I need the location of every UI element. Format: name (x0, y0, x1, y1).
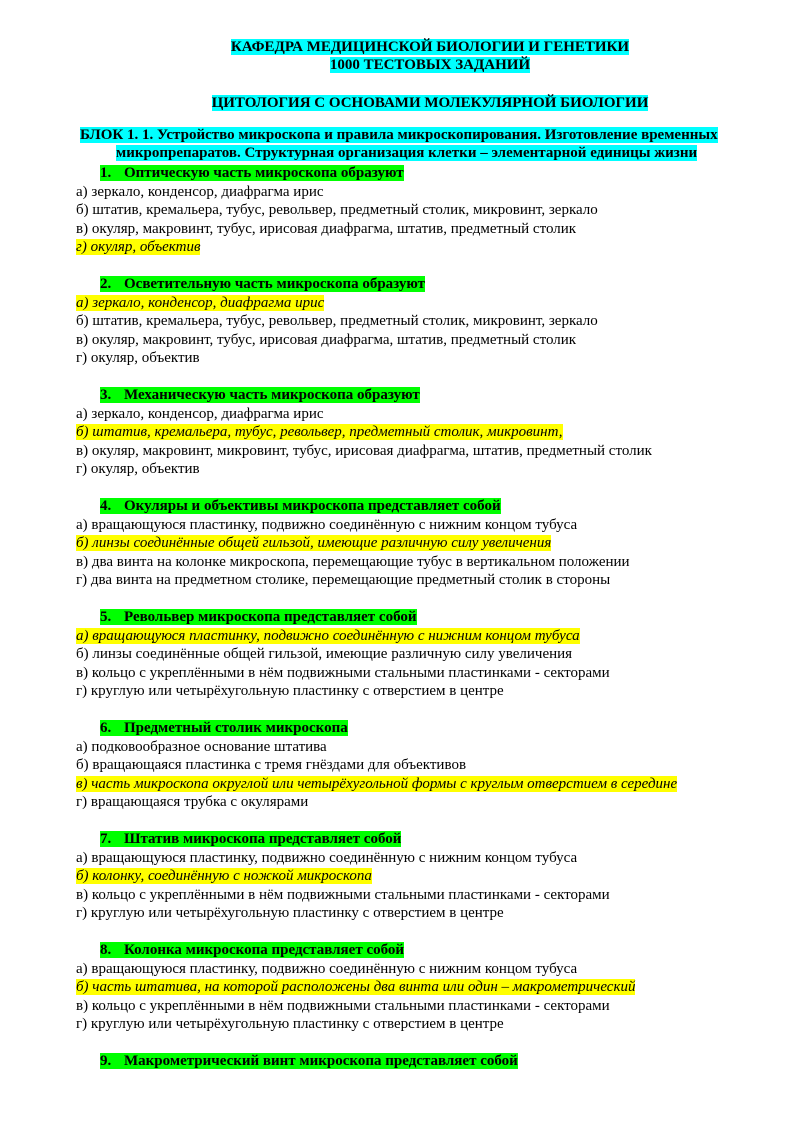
question-gap (76, 590, 776, 609)
correct-answer: б) колонку, соединённую с ножкой микроскопа (76, 868, 372, 884)
question-text: Штатив микроскопа представляет собой (124, 831, 402, 847)
question-number: 3. (100, 387, 112, 403)
question-gap (76, 812, 776, 831)
question-number: 8. (100, 942, 112, 958)
answer-option: г) круглую или четырёхугольную пластинку с отверстием в центре (76, 905, 504, 921)
answer-option: г) два винта на предметном столике, перемещающие предметный столик в стороны (76, 572, 611, 588)
correct-answer: б) штатив, кремальера, тубус, револьвер, предметный столик, микровинт, (76, 424, 563, 440)
question-text: Револьвер микроскопа представляет собой (124, 609, 417, 625)
answer-option: а) зеркало, конденсор, диафрагма ирис (76, 183, 324, 200)
answer-option: а) вращающуюся пластинку, подвижно соединённую с нижним концом тубуса (76, 960, 578, 977)
correct-answer: г) окуляр, объектив (76, 239, 201, 255)
question-title (76, 608, 776, 627)
answer-option: г) вращающаяся трубка с окулярами (76, 794, 309, 810)
question-number: 2. (100, 276, 112, 292)
answer-option: в) окуляр, макровинт, тубус, ирисовая диафрагма, штатив, предметный столик (76, 331, 577, 348)
answer-option: г) круглую или четырёхугольную пластинку с отверстием в центре (76, 683, 504, 699)
question-gap (76, 479, 776, 498)
question-text: Осветительную часть микроскопа образуют (124, 276, 426, 292)
question-number: 6. (100, 720, 112, 736)
answer-option: б) штатив, кремальера, тубус, револьвер, предметный столик, микровинт, зеркало (76, 202, 598, 218)
question-title (76, 719, 776, 738)
correct-answer: а) зеркало, конденсор, диафрагма ирис (76, 294, 325, 311)
question-gap (76, 701, 776, 720)
question-number: 1. (100, 165, 112, 181)
answer-option: в) два винта на колонке микроскопа, перемещающие тубус в вертикальном положении (76, 553, 630, 570)
question-text: Механическую часть микроскопа образуют (124, 387, 420, 403)
question-number: 7. (100, 831, 112, 847)
section-title: ЦИТОЛОГИЯ С ОСНОВАМИ МОЛЕКУЛЯРНОЙ БИОЛОГИИ (211, 95, 649, 111)
answer-option: г) окуляр, объектив (76, 461, 200, 477)
answer-option: б) линзы соединённые общей гильзой, имеющие различную силу увеличения (76, 646, 573, 662)
question-title (76, 941, 776, 960)
answer-option: в) кольцо с укреплёнными в нём подвижными стальными пластинками - секторами (76, 997, 610, 1014)
answer-option: в) кольцо с укреплёнными в нём подвижными стальными пластинками - секторами (76, 886, 610, 903)
question-text: Макрометрический винт микроскопа представляет собой (124, 1053, 518, 1069)
answer-option: в) окуляр, макровинт, микровинт, тубус, ирисовая диафрагма, штатив, предметный столик (76, 442, 652, 459)
question-title (76, 164, 776, 183)
question-title (76, 275, 776, 294)
question-number: 4. (100, 498, 112, 514)
question-number: 9. (100, 1053, 112, 1069)
question-title (76, 386, 776, 405)
question-title (76, 830, 776, 849)
correct-answer: б) часть штатива, на которой расположены два винта или один – макрометрический (76, 979, 636, 995)
questions-list (76, 164, 776, 1071)
question-text: Оптическую часть микроскопа образуют (124, 165, 404, 181)
answer-option: а) подковообразное основание штатива (76, 738, 327, 755)
correct-answer: в) часть микроскопа округлой или четырёхугольной формы с круглым отверстием в середине (76, 775, 678, 792)
question-gap (76, 1034, 776, 1053)
answer-option: б) вращающаяся пластинка с тремя гнёздами для объективов (76, 757, 467, 773)
answer-option: г) круглую или четырёхугольную пластинку с отверстием в центре (76, 1016, 504, 1032)
answer-option: б) штатив, кремальера, тубус, револьвер, предметный столик, микровинт, зеркало (76, 313, 598, 329)
answer-option: г) окуляр, объектив (76, 350, 200, 366)
question-gap (76, 923, 776, 942)
question-title (76, 1052, 776, 1071)
correct-answer: б) линзы соединённые общей гильзой, имеющие различную силу увеличения (76, 535, 552, 551)
tests-count-title: 1000 ТЕСТОВЫХ ЗАДАНИЙ (329, 57, 531, 73)
department-title: КАФЕДРА МЕДИЦИНСКОЙ БИОЛОГИИ И ГЕНЕТИКИ (230, 39, 630, 55)
question-gap (76, 368, 776, 387)
answer-option: в) кольцо с укреплёнными в нём подвижными стальными пластинками - секторами (76, 664, 610, 681)
question-text: Окуляры и объективы микроскопа представляет собой (124, 498, 501, 514)
question-title (76, 497, 776, 516)
answer-option: а) вращающуюся пластинку, подвижно соединённую с нижним концом тубуса (76, 849, 578, 866)
answer-option: в) окуляр, макровинт, тубус, ирисовая диафрагма, штатив, предметный столик (76, 220, 577, 237)
question-text: Колонка микроскопа представляет собой (124, 942, 405, 958)
question-number: 5. (100, 609, 112, 625)
correct-answer: а) вращающуюся пластинку, подвижно соединённую с нижним концом тубуса (76, 627, 580, 644)
answer-option: а) зеркало, конденсор, диафрагма ирис (76, 405, 324, 422)
answer-option: а) вращающуюся пластинку, подвижно соединённую с нижним концом тубуса (76, 516, 578, 533)
question-gap (76, 257, 776, 276)
question-text: Предметный столик микроскопа (124, 720, 348, 736)
block-title: БЛОК 1. 1. Устройство микроскопа и правила микроскопирования. Изготовление временных микропрепаратов. Структурная организация клетки – элементарной единицы жизни (80, 127, 718, 161)
